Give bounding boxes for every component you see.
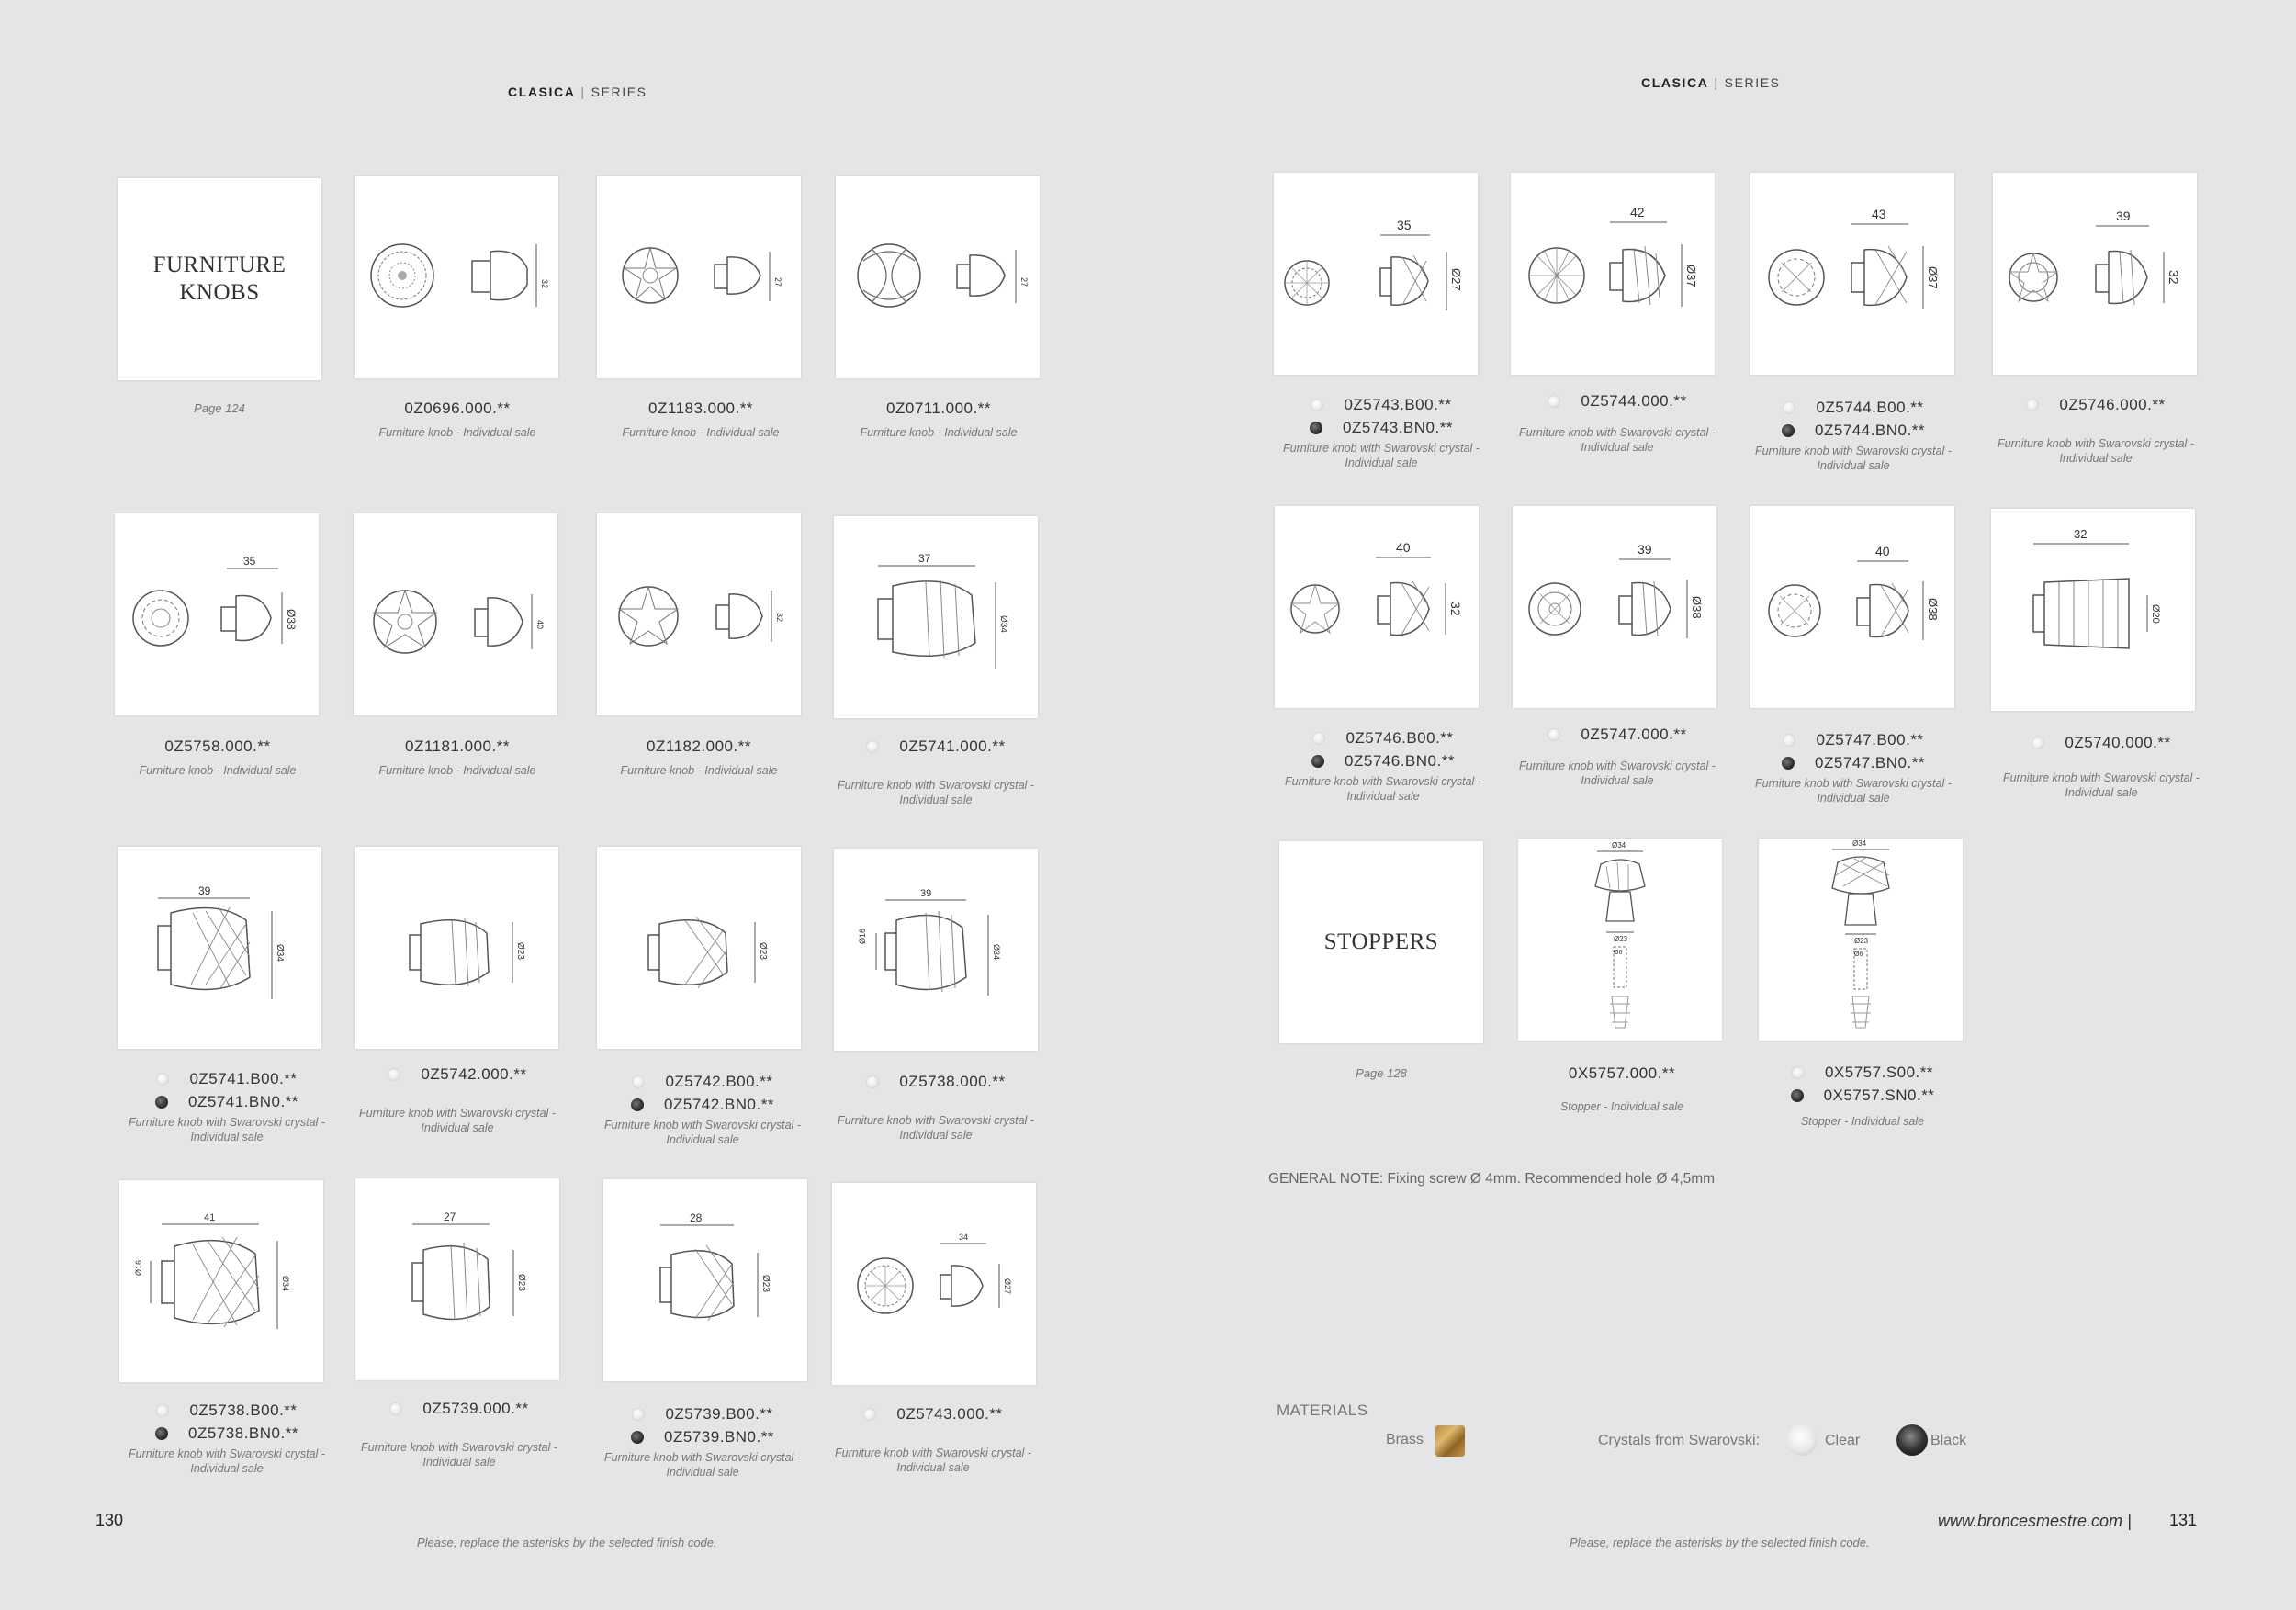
furniture-knobs-title-card — [118, 178, 321, 380]
black-crystal-icon — [1311, 755, 1324, 768]
dim-label: 35 — [243, 555, 256, 568]
clear-crystal-icon — [632, 1408, 645, 1421]
black-label: Black — [1930, 1433, 1967, 1448]
clear-crystal-icon — [1792, 1066, 1805, 1079]
dim-label: Ø27 — [1003, 1278, 1012, 1295]
product-drawing — [355, 176, 558, 378]
product-info — [347, 735, 568, 778]
product-code-row — [1743, 396, 1964, 419]
series-header — [1641, 75, 1781, 90]
product-code-row — [1507, 723, 1728, 746]
product-info — [117, 1067, 337, 1144]
series-separator: | — [580, 84, 586, 99]
product-code: 0Z5739.BN0.** — [664, 1428, 774, 1446]
knob-drawing-0Z5743-crystal — [1274, 173, 1478, 375]
product-code: 0Z5746.000.** — [2059, 396, 2166, 413]
product-code: 0Z1183.000.** — [648, 400, 753, 417]
product-description: Furniture knob - Individual sale — [622, 426, 780, 439]
knob-drawing-0Z5743 — [832, 1183, 1036, 1385]
knob-drawing-0Z5738 — [834, 849, 1038, 1051]
dim-label: Ø34 — [1852, 839, 1867, 848]
dim-label: 39 — [198, 884, 211, 897]
black-crystal-icon — [1791, 1089, 1804, 1102]
product-description: Furniture knob with Swarovski crystal - Individual sale — [129, 1116, 325, 1143]
product-code: 0Z5746.B00.** — [1345, 729, 1454, 747]
page-reference — [109, 401, 330, 415]
product-code: 0X5757.SN0.** — [1823, 1086, 1935, 1104]
black-crystal-icon — [1896, 1424, 1928, 1456]
product-drawing — [834, 516, 1038, 718]
product-code: 0Z1181.000.** — [405, 737, 510, 755]
product-info — [349, 1397, 569, 1469]
dim-label: Ø34 — [992, 944, 1001, 961]
product-description: Furniture knob with Swarovski crystal - Individual sale — [361, 1441, 557, 1469]
product-drawing — [119, 1180, 323, 1382]
product-info — [1507, 723, 1728, 788]
product-info — [117, 1399, 337, 1476]
dim-label: Ø6 — [1614, 950, 1623, 956]
product-info — [1273, 726, 1493, 804]
knob-drawing-0Z1182 — [597, 513, 801, 715]
footnote: Please, replace the asterisks by the selected finish code. — [417, 1536, 717, 1549]
black-crystal-icon — [1310, 422, 1322, 434]
product-description: Furniture knob with Swarovski crystal - Individual sale — [604, 1451, 801, 1479]
product-code: 0Z5743.000.** — [896, 1405, 1003, 1423]
product-drawing — [1750, 173, 1954, 375]
dim-label: Ø23 — [516, 1274, 526, 1291]
product-code: 0Z5739.B00.** — [665, 1405, 773, 1423]
product-code: 0Z5741.BN0.** — [188, 1093, 298, 1110]
product-code-row — [592, 1425, 813, 1448]
dim-label: Ø23 — [760, 1275, 771, 1292]
product-drawing — [1275, 506, 1479, 708]
clear-crystal-icon — [1311, 399, 1323, 411]
dim-label: 32 — [2074, 527, 2088, 541]
product-drawing — [836, 176, 1040, 378]
page-reference — [1271, 1066, 1491, 1080]
product-drawing — [1750, 506, 1954, 708]
product-code-row — [592, 1070, 813, 1093]
product-description: Furniture knob with Swarovski crystal - Individual sale — [1283, 442, 1480, 469]
product-code-row — [1752, 1084, 1973, 1107]
product-code: 0Z5741.000.** — [899, 737, 1006, 755]
product-description: Furniture knob with Swarovski crystal - Individual sale — [359, 1107, 556, 1134]
black-crystal-icon — [155, 1096, 168, 1109]
dim-label: Ø34 — [1612, 841, 1626, 850]
clear-crystal-icon — [2026, 399, 2039, 411]
black-crystal-icon — [631, 1098, 644, 1111]
page-ref-text: Page 128 — [1356, 1066, 1407, 1080]
series-separator: | — [1714, 75, 1719, 90]
product-description: Furniture knob - Individual sale — [860, 426, 1018, 439]
page-number: 130 — [96, 1511, 124, 1529]
dim-label: 32 — [2167, 270, 2181, 285]
dim-label: Ø16 — [134, 1259, 143, 1276]
right-page — [1148, 0, 2296, 1610]
product-code: 0Z5747.000.** — [1581, 726, 1687, 743]
knob-drawing-0Z5746-crystal — [1275, 506, 1479, 708]
product-code: 0Z5744.BN0.** — [1815, 422, 1925, 439]
product-code: 0Z5738.BN0.** — [188, 1424, 298, 1442]
product-description: Furniture knob with Swarovski crystal - Individual sale — [1998, 437, 2194, 465]
product-info — [823, 1402, 1043, 1475]
knob-drawing-0Z0711 — [836, 176, 1040, 378]
product-info — [591, 397, 811, 440]
dim-label: Ø23 — [758, 942, 768, 960]
product-drawing — [1511, 173, 1715, 375]
product-code-row — [1743, 728, 1964, 751]
section-title: FURNITURE KNOBS — [152, 253, 287, 305]
dim-label: Ø34 — [281, 1276, 290, 1292]
page-ref-text: Page 124 — [194, 401, 245, 415]
dim-label: Ø27 — [1449, 268, 1463, 291]
product-drawing — [1759, 839, 1963, 1041]
product-code: 0X5757.000.** — [1568, 1064, 1676, 1082]
product-code: 0Z5743.BN0.** — [1343, 419, 1453, 436]
product-description: Furniture knob with Swarovski crystal - Individual sale — [838, 1114, 1034, 1142]
section-title: STOPPERS — [1323, 929, 1439, 954]
series-header — [508, 84, 647, 99]
knob-drawing-0Z5746 — [1993, 173, 2197, 375]
product-drawing — [597, 513, 801, 715]
product-code-row — [826, 1070, 1046, 1093]
crystals-label: Crystals from Swarovski: — [1598, 1433, 1761, 1448]
product-info — [347, 1063, 568, 1135]
series-brand: CLASICA — [1641, 75, 1709, 90]
clear-crystal-icon — [388, 1068, 400, 1081]
product-code-row — [347, 1063, 568, 1086]
knob-drawing-0Z5741-crystal — [118, 847, 321, 1049]
product-code-row — [117, 1067, 337, 1090]
dim-label: Ø38 — [1690, 596, 1704, 619]
dim-label: 42 — [1630, 205, 1645, 220]
product-drawing — [597, 847, 801, 1049]
dim-label: 27 — [1019, 277, 1029, 287]
product-code-row — [1743, 419, 1964, 442]
product-info — [1271, 393, 1491, 470]
clear-crystal-icon — [1312, 732, 1325, 745]
dim-label: 39 — [2116, 208, 2131, 223]
dim-label: Ø34 — [998, 615, 1008, 633]
product-description: Furniture knob - Individual sale — [378, 426, 536, 439]
website-footer — [1938, 1512, 2132, 1531]
dim-label: 41 — [204, 1212, 216, 1223]
product-description: Stopper - Individual sale — [1559, 1100, 1684, 1113]
knob-drawing-0Z5744 — [1511, 173, 1715, 375]
dim-label: 27 — [444, 1210, 456, 1223]
product-drawing — [355, 1178, 559, 1380]
knob-drawing-0Z5747-crystal — [1750, 506, 1954, 708]
clear-crystal-icon — [1783, 401, 1795, 414]
product-code: 0Z5741.B00.** — [189, 1070, 298, 1087]
product-code-row — [823, 1402, 1043, 1425]
knob-drawing-0Z5741 — [834, 516, 1038, 718]
product-drawing — [603, 1179, 807, 1381]
website-separator: | — [2127, 1512, 2132, 1530]
dim-label: Ø34 — [275, 944, 285, 962]
clear-crystal-icon — [389, 1402, 402, 1415]
product-info — [107, 735, 328, 778]
black-crystal-icon — [631, 1431, 644, 1444]
product-code-row — [1273, 726, 1493, 749]
product-info — [592, 1070, 813, 1147]
product-description: Furniture knob with Swarovski crystal - Individual sale — [1519, 760, 1716, 787]
product-description: Furniture knob with Swarovski crystal - Individual sale — [1285, 775, 1481, 803]
knob-drawing-0Z5740 — [1991, 509, 2195, 711]
knob-drawing-0Z1181 — [354, 513, 557, 715]
stoppers-title-card — [1279, 841, 1483, 1043]
product-code: 0Z5738.000.** — [899, 1073, 1006, 1090]
product-code: 0Z1182.000.** — [647, 737, 751, 755]
product-info — [347, 397, 568, 440]
product-info — [826, 735, 1046, 807]
dim-label: 28 — [690, 1211, 703, 1224]
clear-crystal-icon — [866, 1075, 879, 1088]
product-code: 0Z5742.B00.** — [665, 1073, 773, 1090]
dim-label: Ø23 — [1854, 937, 1869, 945]
knob-drawing-0Z5739 — [355, 1178, 559, 1380]
product-drawing — [1274, 173, 1478, 375]
product-info — [589, 735, 809, 778]
knob-drawing-0Z0696 — [355, 176, 558, 378]
knob-drawing-0Z5742 — [355, 847, 558, 1049]
product-code-row — [117, 1422, 337, 1445]
dim-label: 39 — [920, 888, 932, 899]
black-crystal-icon — [1782, 757, 1795, 770]
knob-drawing-0Z1183 — [597, 176, 801, 378]
product-info — [1743, 728, 1964, 805]
product-code-row — [826, 735, 1046, 758]
knob-drawing-0Z5744-crystal — [1750, 173, 1954, 375]
product-description: Furniture knob with Swarovski crystal - Individual sale — [129, 1447, 325, 1475]
product-code-row — [1271, 416, 1491, 439]
product-description: Furniture knob with Swarovski crystal - Individual sale — [604, 1119, 801, 1146]
product-drawing — [597, 176, 801, 378]
dim-label: Ø23 — [515, 942, 525, 960]
clear-crystal-icon — [156, 1073, 169, 1086]
product-drawing — [834, 849, 1038, 1051]
product-info — [1986, 393, 2206, 466]
dim-label: Ø6 — [1854, 951, 1863, 958]
product-code-row — [1507, 389, 1728, 412]
product-drawing — [118, 847, 321, 1049]
knob-drawing-0Z5738-crystal — [119, 1180, 323, 1382]
dim-label: 35 — [1397, 218, 1412, 232]
dim-label: Ø37 — [1684, 265, 1698, 287]
clear-crystal-icon — [1786, 1424, 1818, 1456]
product-drawing — [1993, 173, 2197, 375]
dim-label: 40 — [1875, 544, 1890, 558]
clear-crystal-icon — [2032, 737, 2044, 749]
series-label: SERIES — [1724, 75, 1781, 90]
product-code: 0Z5738.B00.** — [189, 1402, 298, 1419]
clear-crystal-icon — [632, 1075, 645, 1088]
product-info — [826, 1070, 1046, 1143]
product-info — [828, 397, 1049, 440]
product-description: Furniture knob - Individual sale — [620, 764, 778, 777]
product-drawing — [832, 1183, 1036, 1385]
product-drawing — [115, 513, 319, 715]
dim-label: 32 — [1448, 602, 1463, 616]
product-code: 0X5757.S00.** — [1824, 1064, 1934, 1081]
product-code: 0Z5744.000.** — [1581, 392, 1687, 410]
clear-crystal-icon — [1548, 728, 1560, 741]
dim-label: Ø20 — [2150, 604, 2161, 624]
product-code: 0Z5747.BN0.** — [1815, 754, 1925, 771]
product-info — [1507, 389, 1728, 455]
brass-swatch-icon — [1435, 1425, 1465, 1457]
product-code-row — [1743, 751, 1964, 774]
product-drawing — [1991, 509, 2195, 711]
clear-crystal-icon — [156, 1404, 169, 1417]
dim-label: 27 — [773, 277, 782, 287]
product-code-row — [1991, 731, 2212, 754]
product-drawing — [1518, 839, 1722, 1041]
dim-label: Ø38 — [285, 609, 298, 630]
dim-label: Ø23 — [1614, 935, 1628, 943]
product-code: 0Z0696.000.** — [404, 400, 511, 417]
product-code-row — [1752, 1061, 1973, 1084]
product-code: 0Z5742.BN0.** — [664, 1096, 774, 1113]
black-crystal-icon — [1782, 424, 1795, 437]
stopper-drawing-0X5757-crystal — [1759, 839, 1963, 1041]
product-info — [1743, 396, 1964, 473]
dim-label: 43 — [1872, 207, 1886, 221]
knob-drawing-0Z5747 — [1513, 506, 1716, 708]
general-note: GENERAL NOTE: Fixing screw Ø 4mm. Recommended hole Ø 4,5mm — [1268, 1171, 1716, 1187]
product-info — [1752, 1061, 1973, 1129]
product-code-row — [349, 1397, 569, 1420]
product-description: Furniture knob - Individual sale — [139, 764, 297, 777]
knob-drawing-0Z5758 — [115, 513, 319, 715]
product-code: 0Z5747.B00.** — [1816, 731, 1924, 749]
product-code: 0Z0711.000.** — [886, 400, 991, 417]
product-description: Furniture knob with Swarovski crystal - Individual sale — [2003, 771, 2200, 799]
product-description: Furniture knob with Swarovski crystal - Individual sale — [835, 1447, 1031, 1474]
website-url: www.broncesmestre.com — [1938, 1512, 2123, 1530]
page-number: 131 — [2169, 1511, 2198, 1529]
product-code: 0Z5743.B00.** — [1344, 396, 1452, 413]
product-code-row — [1273, 749, 1493, 772]
product-code: 0Z5744.B00.** — [1816, 399, 1924, 416]
product-info — [1991, 731, 2212, 800]
product-description: Furniture knob with Swarovski crystal - Individual sale — [1755, 445, 1952, 472]
clear-crystal-icon — [1783, 734, 1795, 747]
stopper-drawing-0X5757 — [1518, 839, 1722, 1041]
product-drawing — [1513, 506, 1716, 708]
footnote: Please, replace the asterisks by the selected finish code. — [1570, 1536, 1870, 1549]
dim-label: 32 — [540, 279, 549, 289]
product-info — [592, 1402, 813, 1480]
product-description: Furniture knob - Individual sale — [378, 764, 536, 777]
knob-drawing-0Z5739-crystal — [603, 1179, 807, 1381]
product-code-row — [592, 1093, 813, 1116]
brass-label: Brass — [1386, 1432, 1424, 1447]
product-info — [1512, 1062, 1732, 1114]
product-code-row — [1271, 393, 1491, 416]
product-description: Furniture knob with Swarovski crystal - Individual sale — [838, 779, 1034, 806]
dim-label: 40 — [535, 620, 545, 630]
product-code: 0Z5739.000.** — [422, 1400, 529, 1417]
dim-label: 37 — [918, 552, 931, 565]
dim-label: Ø38 — [1926, 598, 1940, 621]
product-code-row — [117, 1399, 337, 1422]
dim-label: 39 — [1638, 542, 1652, 557]
product-code-row — [1986, 393, 2206, 416]
black-crystal-icon — [155, 1427, 168, 1440]
product-description: Furniture knob with Swarovski crystal - Individual sale — [1519, 426, 1716, 454]
product-description: Stopper - Individual sale — [1800, 1115, 1925, 1128]
series-brand: CLASICA — [508, 84, 576, 99]
dim-label: Ø16 — [858, 928, 867, 944]
product-code: 0Z5746.BN0.** — [1345, 752, 1455, 770]
materials-title: MATERIALS — [1277, 1402, 1368, 1419]
series-label: SERIES — [591, 84, 647, 99]
product-drawing — [354, 513, 557, 715]
dim-label: Ø37 — [1926, 266, 1940, 289]
dim-label: 34 — [959, 1233, 969, 1242]
knob-drawing-0Z5742-crystal — [597, 847, 801, 1049]
product-code: 0Z5758.000.** — [164, 737, 271, 755]
clear-crystal-icon — [1548, 395, 1560, 408]
dim-label: 32 — [775, 613, 784, 623]
product-code: 0Z5740.000.** — [2065, 734, 2171, 751]
clear-crystal-icon — [863, 1408, 876, 1421]
clear-crystal-icon — [866, 740, 879, 753]
product-code-row — [592, 1402, 813, 1425]
product-description: Furniture knob with Swarovski crystal - Individual sale — [1755, 777, 1952, 805]
product-code: 0Z5742.000.** — [421, 1065, 527, 1083]
dim-label: 40 — [1396, 540, 1411, 555]
product-drawing — [355, 847, 558, 1049]
product-code-row — [117, 1090, 337, 1113]
clear-label: Clear — [1825, 1433, 1861, 1448]
